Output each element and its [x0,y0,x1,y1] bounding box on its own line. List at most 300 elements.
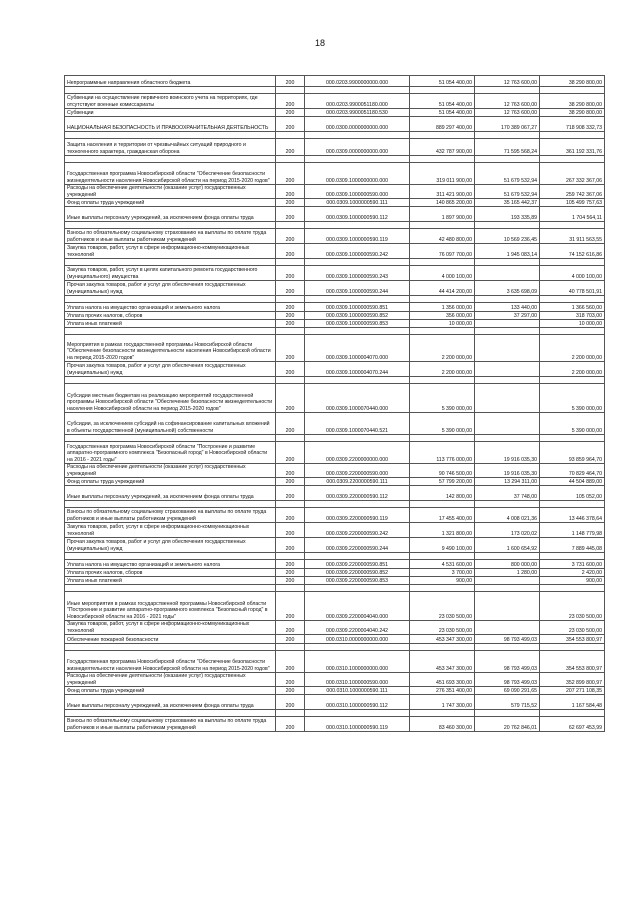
budget-table-body [65,76,605,732]
row-remaining-cell: 23 030 500,00 [540,621,605,635]
row-name-cell: Расходы на обеспечение деятельности (оказание услуг) государственных учреждений [65,673,276,687]
row-executed-cell [475,644,540,651]
row-name-cell: Субсидии, за исключением субсидий на софинансирование капитальных вложений в объекты государственной (муниципальной) собственности [65,413,276,435]
spacer-row [65,644,605,651]
row-name-cell [65,377,276,384]
table-row [65,207,605,222]
row-remaining-cell: 361 192 331,76 [540,139,605,156]
row-code-cell: 000.0310.1000000590.000 [305,673,410,687]
row-approved-cell: 42 480 800,00 [410,229,475,244]
row-approved-cell: 90 746 500,00 [410,464,475,478]
row-approved-cell: 319 011 900,00 [410,163,475,185]
row-code-cell [305,132,410,139]
row-approved-cell: 453 347 300,00 [410,635,475,644]
row-executed-cell [475,384,540,413]
row-code-cell: 000.0309.1000000590.112 [305,207,410,222]
row-grbs-cell [276,585,305,592]
row-name-cell: НАЦИОНАЛЬНАЯ БЕЗОПАСНОСТЬ И ПРАВООХРАНИТЕЛЬНАЯ ДЕЯТЕЛЬНОСТЬ [65,117,276,132]
row-code-cell: 000.0309.2200000590.119 [305,508,410,523]
budget-table [64,75,605,732]
row-approved-cell: 23 030 500,00 [410,592,475,621]
row-approved-cell [410,377,475,384]
row-grbs-cell: 200 [276,281,305,296]
row-code-cell: 000.0309.2200000590.244 [305,538,410,553]
row-approved-cell: 83 460 300,00 [410,717,475,732]
row-executed-cell [475,362,540,377]
spacer-row [65,87,605,94]
row-approved-cell: 44 414 200,00 [410,281,475,296]
row-remaining-cell [540,377,605,384]
row-grbs-cell: 200 [276,651,305,673]
row-code-cell: 000.0309.2200000590.000 [305,464,410,478]
row-remaining-cell: 318 703,00 [540,312,605,320]
row-remaining-cell: 267 332 367,06 [540,163,605,185]
row-remaining-cell: 1 148 779,98 [540,523,605,538]
row-remaining-cell: 5 390 000,00 [540,413,605,435]
row-grbs-cell: 200 [276,635,305,644]
spacer-row [65,435,605,442]
row-remaining-cell [540,259,605,266]
table-row [65,94,605,109]
row-remaining-cell [540,87,605,94]
row-code-cell [305,156,410,163]
table-row [65,117,605,132]
row-code-cell: 000.0309.1000004070.244 [305,362,410,377]
table-row [65,538,605,553]
row-code-cell [305,87,410,94]
row-name-cell: Иные выплаты персоналу учреждений, за исключением фонда оплаты труда [65,695,276,710]
row-approved-cell [410,87,475,94]
row-executed-cell: 98 793 499,03 [475,635,540,644]
table-row [65,266,605,281]
row-approved-cell: 4 531 600,00 [410,560,475,569]
table-row [65,592,605,621]
row-code-cell: 000.0309.1000070440.521 [305,413,410,435]
row-remaining-cell [540,585,605,592]
row-grbs-cell: 200 [276,229,305,244]
row-executed-cell [475,222,540,229]
row-name-cell: Закупка товаров, работ, услуг в сфере информационно-коммуникационных технологий [65,244,276,259]
row-approved-cell [410,585,475,592]
row-grbs-cell: 200 [276,442,305,464]
row-name-cell [65,296,276,303]
row-executed-cell: 19 916 035,30 [475,442,540,464]
row-executed-cell: 4 008 021,36 [475,508,540,523]
row-approved-cell [410,435,475,442]
row-name-cell: Прочая закупка товаров, работ и услуг для обеспечения государственных (муниципальных) нужд [65,362,276,377]
row-executed-cell: 170 389 067,27 [475,117,540,132]
row-code-cell: 000.0203.9900051180.530 [305,109,410,117]
row-grbs-cell: 200 [276,538,305,553]
table-row [65,312,605,320]
row-code-cell: 000.0309.2200000590.242 [305,523,410,538]
row-approved-cell: 140 865 200,00 [410,199,475,207]
row-remaining-cell: 10 000,00 [540,320,605,328]
row-code-cell: 000.0309.1000000590.852 [305,312,410,320]
row-remaining-cell: 38 290 800,00 [540,109,605,117]
table-row [65,486,605,501]
row-approved-cell: 2 200 000,00 [410,335,475,362]
row-name-cell [65,87,276,94]
row-name-cell: Уплата налога на имущество организаций и земельного налога [65,560,276,569]
row-approved-cell: 51 054 400,00 [410,94,475,109]
row-code-cell: 000.0309.1000000000.000 [305,163,410,185]
row-name-cell: Закупка товаров, работ, услуг в сфере информационно-коммуникационных технологий [65,523,276,538]
row-remaining-cell: 62 697 453,99 [540,717,605,732]
row-grbs-cell [276,156,305,163]
row-name-cell: Уплата налога на имущество организаций и земельного налога [65,303,276,312]
row-executed-cell: 69 090 291,65 [475,687,540,695]
row-grbs-cell: 200 [276,163,305,185]
row-approved-cell: 432 787 900,00 [410,139,475,156]
row-name-cell: Субвенции [65,109,276,117]
row-grbs-cell: 200 [276,185,305,199]
row-remaining-cell: 23 030 500,00 [540,592,605,621]
row-executed-cell: 1 600 654,92 [475,538,540,553]
table-row [65,478,605,486]
row-grbs-cell [276,328,305,335]
table-row [65,229,605,244]
row-executed-cell [475,320,540,328]
row-grbs-cell: 200 [276,569,305,577]
row-approved-cell: 17 455 400,00 [410,508,475,523]
row-name-cell: Взносы по обязательному социальному страхованию на выплаты по оплате труда работников и иные выплаты работникам учреждений [65,717,276,732]
row-executed-cell: 98 793 499,03 [475,673,540,687]
row-executed-cell: 35 165 442,37 [475,199,540,207]
row-approved-cell: 2 200 000,00 [410,362,475,377]
row-remaining-cell: 1 704 564,11 [540,207,605,222]
table-row [65,717,605,732]
row-executed-cell: 12 763 600,00 [475,76,540,87]
row-executed-cell: 579 715,52 [475,695,540,710]
row-approved-cell [410,259,475,266]
row-code-cell: 000.0309.2200000590.111 [305,478,410,486]
row-remaining-cell: 2 200 000,00 [540,362,605,377]
row-code-cell [305,585,410,592]
row-approved-cell: 451 693 300,00 [410,673,475,687]
row-name-cell: Защита населения и территории от чрезвычайных ситуаций природного и техногенного характера, гражданская оборона [65,139,276,156]
row-grbs-cell: 200 [276,560,305,569]
row-code-cell [305,435,410,442]
row-grbs-cell: 200 [276,621,305,635]
row-code-cell [305,377,410,384]
row-executed-cell [475,435,540,442]
row-remaining-cell: 31 911 563,55 [540,229,605,244]
row-grbs-cell: 200 [276,508,305,523]
row-approved-cell: 311 421 900,00 [410,185,475,199]
row-executed-cell [475,501,540,508]
row-remaining-cell: 3 731 600,00 [540,560,605,569]
row-executed-cell [475,377,540,384]
row-remaining-cell: 354 553 800,97 [540,651,605,673]
table-row [65,281,605,296]
table-row [65,464,605,478]
row-grbs-cell [276,377,305,384]
row-executed-cell: 51 679 532,94 [475,185,540,199]
table-row [65,635,605,644]
row-name-cell: Прочая закупка товаров, работ и услуг для обеспечения государственных (муниципальных) нужд [65,281,276,296]
row-grbs-cell: 200 [276,695,305,710]
row-code-cell: 000.0203.9900000000.000 [305,76,410,87]
row-remaining-cell: 2 420,00 [540,569,605,577]
row-approved-cell: 900,00 [410,577,475,585]
row-approved-cell: 276 351 400,00 [410,687,475,695]
row-remaining-cell: 38 290 800,00 [540,76,605,87]
row-remaining-cell: 259 742 367,06 [540,185,605,199]
spacer-row [65,132,605,139]
table-row [65,569,605,577]
row-remaining-cell: 2 200 000,00 [540,335,605,362]
row-grbs-cell: 200 [276,244,305,259]
row-name-cell: Мероприятия в рамках государственной программы Новосибирской области "Обеспечение безопасности жизнедеятельности населения Новосибирской области на период 2015-2020 годов" [65,335,276,362]
row-grbs-cell: 200 [276,486,305,501]
row-code-cell: 000.0309.0000000000.000 [305,139,410,156]
row-code-cell: 000.0309.1000070440.000 [305,384,410,413]
row-code-cell: 000.0309.1000000590.851 [305,303,410,312]
row-executed-cell: 51 679 532,94 [475,163,540,185]
row-code-cell: 000.0309.1000000590.119 [305,229,410,244]
row-approved-cell: 51 054 400,00 [410,109,475,117]
table-row [65,508,605,523]
row-name-cell: Субвенции на осуществление первичного воинского учета на территориях, где отсутствуют военные комиссариаты [65,94,276,109]
row-remaining-cell: 718 908 332,73 [540,117,605,132]
row-remaining-cell: 7 889 445,08 [540,538,605,553]
row-code-cell [305,710,410,717]
row-executed-cell [475,328,540,335]
row-executed-cell: 10 569 236,45 [475,229,540,244]
row-name-cell [65,328,276,335]
row-grbs-cell: 200 [276,384,305,413]
row-grbs-cell [276,87,305,94]
row-code-cell [305,222,410,229]
row-remaining-cell: 105 052,00 [540,486,605,501]
row-executed-cell: 20 762 846,01 [475,717,540,732]
row-executed-cell [475,296,540,303]
row-name-cell: Государственная программа Новосибирской области "Обеспечение безопасности жизнедеятельности населения Новосибирской области на период 2015-2020 годов" [65,651,276,673]
row-code-cell [305,328,410,335]
row-grbs-cell: 200 [276,592,305,621]
row-remaining-cell: 70 829 464,70 [540,464,605,478]
row-executed-cell [475,710,540,717]
row-name-cell: Расходы на обеспечение деятельности (оказание услуг) государственных учреждений [65,185,276,199]
table-row [65,303,605,312]
table-row [65,695,605,710]
row-name-cell: Фонд оплаты труда учреждений [65,687,276,695]
row-name-cell [65,259,276,266]
spacer-row [65,377,605,384]
row-code-cell: 000.0309.2200000590.112 [305,486,410,501]
row-executed-cell: 71 595 568,24 [475,139,540,156]
spacer-row [65,222,605,229]
table-row [65,362,605,377]
row-remaining-cell: 74 152 616,86 [540,244,605,259]
row-name-cell: Фонд оплаты труда учреждений [65,199,276,207]
row-code-cell: 000.0309.1000004070.000 [305,335,410,362]
row-grbs-cell [276,132,305,139]
row-name-cell: Субсидии местным бюджетам на реализацию мероприятий государственной программы Новосибирской области "Обеспечение безопасности жизнедеятельности населения Новосибирской области на период 2015-2020 годов" [65,384,276,413]
row-grbs-cell [276,222,305,229]
row-grbs-cell [276,259,305,266]
row-name-cell [65,132,276,139]
row-name-cell: Иные выплаты персоналу учреждений, за исключением фонда оплаты труда [65,486,276,501]
row-remaining-cell: 44 504 889,00 [540,478,605,486]
row-code-cell: 000.0309.2200004040.242 [305,621,410,635]
row-approved-cell [410,328,475,335]
row-name-cell: Закупка товаров, работ, услуг в целях капитального ремонта государственного (муниципального) имущества [65,266,276,281]
row-approved-cell [410,501,475,508]
spacer-row [65,553,605,560]
row-code-cell: 000.0310.1000000000.000 [305,651,410,673]
row-grbs-cell: 200 [276,413,305,435]
row-name-cell: Уплата иных платежей [65,320,276,328]
row-executed-cell: 133 440,00 [475,303,540,312]
row-name-cell: Государственная программа Новосибирской области "Построение и развитие аппаратно-программного комплекса "Безопасный город" в Новосибирской области на 2016 - 2021 годы" [65,442,276,464]
row-code-cell: 000.0309.2200000000.000 [305,442,410,464]
spacer-row [65,156,605,163]
row-grbs-cell [276,553,305,560]
row-name-cell: Уплата прочих налогов, сборов [65,312,276,320]
row-grbs-cell: 200 [276,199,305,207]
row-remaining-cell: 105 499 757,63 [540,199,605,207]
row-code-cell: 000.0309.1000000590.000 [305,185,410,199]
spacer-row [65,259,605,266]
row-grbs-cell [276,435,305,442]
row-executed-cell [475,413,540,435]
row-approved-cell [410,644,475,651]
row-executed-cell: 1 280,00 [475,569,540,577]
spacer-row [65,328,605,335]
row-name-cell [65,553,276,560]
row-grbs-cell: 200 [276,109,305,117]
row-approved-cell [410,296,475,303]
row-grbs-cell: 200 [276,320,305,328]
row-executed-cell [475,553,540,560]
row-name-cell [65,644,276,651]
row-remaining-cell [540,132,605,139]
row-code-cell: 000.0309.2200004040.000 [305,592,410,621]
row-approved-cell [410,156,475,163]
row-approved-cell: 76 097 700,00 [410,244,475,259]
row-name-cell: Иные выплаты персоналу учреждений, за исключением фонда оплаты труда [65,207,276,222]
row-grbs-cell: 200 [276,139,305,156]
row-code-cell: 000.0310.1000000590.111 [305,687,410,695]
row-remaining-cell: 5 390 000,00 [540,384,605,413]
row-remaining-cell [540,710,605,717]
row-remaining-cell: 13 446 378,64 [540,508,605,523]
row-grbs-cell: 200 [276,207,305,222]
row-executed-cell: 13 294 311,00 [475,478,540,486]
row-remaining-cell [540,553,605,560]
row-grbs-cell: 200 [276,717,305,732]
row-executed-cell [475,259,540,266]
table-row [65,560,605,569]
row-remaining-cell [540,328,605,335]
row-grbs-cell: 200 [276,76,305,87]
row-grbs-cell: 200 [276,362,305,377]
row-executed-cell [475,592,540,621]
row-executed-cell: 173 020,02 [475,523,540,538]
row-approved-cell: 1 747 300,00 [410,695,475,710]
row-grbs-cell: 200 [276,577,305,585]
row-remaining-cell [540,501,605,508]
row-executed-cell: 3 635 698,09 [475,281,540,296]
table-row [65,335,605,362]
row-code-cell [305,259,410,266]
row-remaining-cell: 40 778 501,91 [540,281,605,296]
row-name-cell [65,501,276,508]
row-remaining-cell: 1 167 584,48 [540,695,605,710]
row-remaining-cell: 38 290 800,00 [540,94,605,109]
row-code-cell: 000.0309.2200000590.852 [305,569,410,577]
row-code-cell: 000.0309.1000000590.853 [305,320,410,328]
row-name-cell: Государственная программа Новосибирской области "Обеспечение безопасности жизнедеятельности населения Новосибирской области на период 2015-2020 годов" [65,163,276,185]
row-executed-cell: 1 945 083,14 [475,244,540,259]
row-remaining-cell [540,435,605,442]
row-approved-cell: 57 799 200,00 [410,478,475,486]
row-remaining-cell: 900,00 [540,577,605,585]
row-name-cell: Взносы по обязательному социальному страхованию на выплаты по оплате труда работников и иные выплаты работникам учреждений [65,508,276,523]
row-executed-cell [475,87,540,94]
row-code-cell: 000.0310.1000000590.119 [305,717,410,732]
row-name-cell: Расходы на обеспечение деятельности (оказание услуг) государственных учреждений [65,464,276,478]
row-executed-cell: 800 000,00 [475,560,540,569]
table-row [65,413,605,435]
row-executed-cell [475,132,540,139]
row-remaining-cell: 207 271 108,35 [540,687,605,695]
row-approved-cell [410,132,475,139]
row-approved-cell: 5 390 000,00 [410,384,475,413]
table-row [65,185,605,199]
row-approved-cell: 113 776 000,00 [410,442,475,464]
row-name-cell [65,435,276,442]
row-code-cell: 000.0309.2200000590.853 [305,577,410,585]
row-approved-cell: 10 000,00 [410,320,475,328]
row-code-cell: 000.0309.1000000590.111 [305,199,410,207]
row-remaining-cell: 1 366 560,00 [540,303,605,312]
table-row [65,442,605,464]
row-executed-cell: 12 763 600,00 [475,109,540,117]
page-number: 18 [314,38,325,48]
row-remaining-cell [540,222,605,229]
table-row [65,673,605,687]
table-row [65,163,605,185]
row-name-cell: Обеспечение пожарной безопасности [65,635,276,644]
row-grbs-cell [276,296,305,303]
row-approved-cell: 51 054 400,00 [410,76,475,87]
spacer-row [65,296,605,303]
table-row [65,244,605,259]
row-remaining-cell [540,156,605,163]
table-row [65,687,605,695]
row-name-cell [65,585,276,592]
row-executed-cell: 98 793 499,03 [475,651,540,673]
row-code-cell: 000.0309.2200000590.851 [305,560,410,569]
table-row [65,320,605,328]
row-grbs-cell: 200 [276,673,305,687]
row-remaining-cell: 354 553 800,97 [540,635,605,644]
row-code-cell: 000.0300.0000000000.000 [305,117,410,132]
row-name-cell: Уплата иных платежей [65,577,276,585]
row-executed-cell: 12 763 600,00 [475,94,540,109]
row-remaining-cell [540,296,605,303]
spacer-row [65,585,605,592]
row-approved-cell: 356 000,00 [410,312,475,320]
row-remaining-cell: 352 899 800,97 [540,673,605,687]
row-grbs-cell: 200 [276,303,305,312]
row-approved-cell: 23 030 500,00 [410,621,475,635]
row-executed-cell: 37 748,00 [475,486,540,501]
row-approved-cell: 1 321 800,00 [410,523,475,538]
